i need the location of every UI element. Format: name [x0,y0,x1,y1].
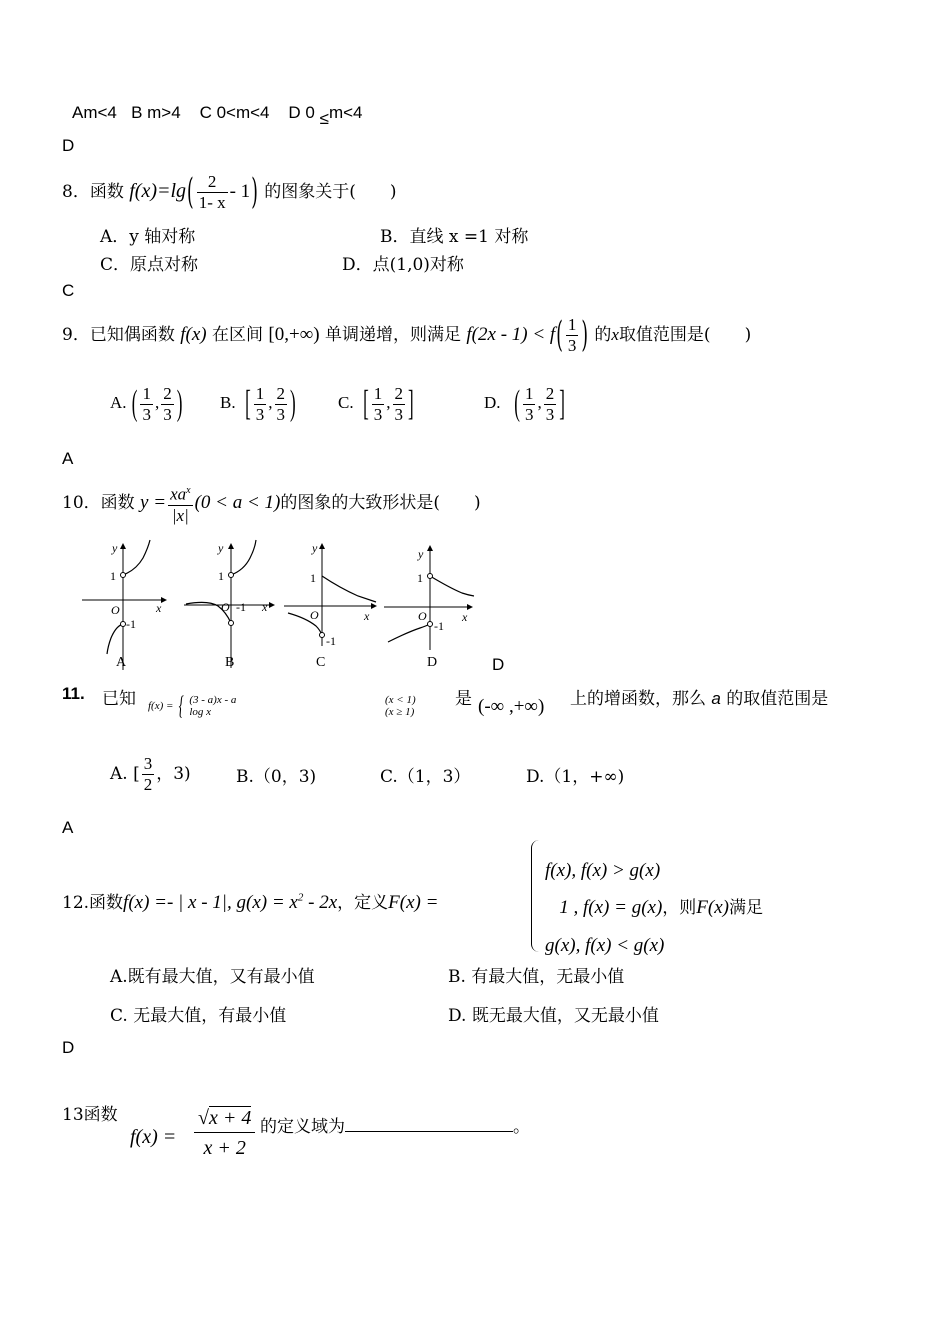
q7-option-d-tail: m<4 [328,103,363,122]
q9-option-d: D. ( $\frac{1}{3}$ , $\frac{2}{3}$ ] [484,380,566,427]
q12-F-eq: F(x) = [388,892,439,913]
q11-cond2: (x ≥ 1) [385,706,415,718]
q9-fraction [566,315,579,356]
q8-option-d: D．点(1,0)对称 [342,255,464,275]
graph-b [184,540,274,670]
q13-fraction [194,1104,255,1163]
q9-opt-c-frac1 [372,384,385,425]
q8-fx: f(x)=lg [129,180,187,202]
q8-frac-den: 1- x [198,193,226,212]
q9-opt-b-n2: 2 [276,383,286,403]
q8-fraction [197,172,228,213]
q11-opt-a-prefix: A. [ [110,764,140,784]
q11-fx: f(x) = [148,700,174,712]
q12-fg-def [123,892,337,913]
graph-b-x-label: x [262,600,268,614]
q9-opt-d-d1: 3 [524,404,534,424]
q11-opt-a-num: 3 [143,754,153,773]
q12-cases [545,852,763,964]
q12-answer: D [62,1038,75,1057]
q13-frac-num: x + 4 [208,1107,252,1129]
q10-stem [62,480,481,526]
q10-frac-den: |x| [171,505,189,525]
q9-opt-d-n1: 1 [524,383,534,403]
q9-opt-b-frac1 [254,384,267,425]
q9-opt-a-rparen: ) [176,383,183,423]
q10-prefix: 10．函数 [62,493,135,513]
q9-stem [62,312,751,359]
q12-brace [531,840,542,952]
q11-cases [189,694,236,718]
q9-opt-d-frac2 [544,384,557,425]
graph-c-label: C [316,655,326,670]
graph-d-y-label: y [418,547,424,561]
q13-suffix: 的定义域为 [260,1117,345,1137]
q8-option-b: B．直线 x =1 对称 [380,227,529,247]
q8-suffix: 的图象关于( ) [264,182,397,202]
q12-stem [62,888,438,914]
q11-suffix-a: 上的增函数，那么 [570,689,706,709]
q9-option-c: C. [ $\frac{1}{3}$ , $\frac{2}{3}$ ] [338,380,415,427]
graph-b-origin: O [221,600,230,614]
q9-inequality: f(2x - 1) < f [466,324,556,345]
q9-rparen: ) [581,314,588,357]
q12-g-tail: - 2x [303,892,338,913]
q12-prefix: 12.函数 [62,893,124,913]
q9-opt-d-lparen: ( [514,383,520,423]
q11-suffix-b: 的取值范围是 [726,689,829,709]
graph-d-origin: O [418,609,427,623]
q9-mid2: 单调递增，则满足 [325,325,461,345]
q11-option-b: B.（0，3) [236,767,317,787]
graph-a-open-point-bottom [121,622,126,627]
q8-left-paren: ( [187,171,194,214]
q7-options [72,103,363,128]
graph-b-open-point-top [229,573,234,578]
q13-frac-den: x + 2 [203,1137,246,1159]
q9-opt-a-lparen: ( [131,383,138,423]
q9-interval: [0,+∞) [268,324,320,345]
q12-case3: g(x), f(x) < g(x) [545,935,665,956]
graph-c-origin: O [310,608,319,622]
q11-opt-a-suffix: ，3) [156,764,191,784]
q12-define: ，定义 [337,893,389,913]
q12-satisfy: 满足 [728,898,763,918]
q11-opt-a-den: 2 [143,775,153,794]
graph-d-tick-neg1: -1 [434,619,444,633]
graph-b-tick-neg1: -1 [236,600,246,614]
q11-option-c: C.（1，3） [380,767,471,787]
q9-opt-b-frac2 [275,384,288,425]
q11-known: 已知 [102,689,136,709]
graph-d-x-label: x [462,610,468,624]
q9-opt-c-frac2 [393,384,406,425]
q11-cond1: (x < 1) [385,694,416,706]
q13-frac-num-row [194,1104,255,1133]
q8-option-c: C．原点对称 [100,255,199,275]
q11-domain: (-∞ ,+∞) [478,696,545,717]
q9-opt-b-d1: 3 [255,404,265,424]
q8-option-a: A．y 轴对称 [100,227,196,247]
q9-opt-b-rparen: ) [290,383,296,423]
graph-d-tick-1: 1 [417,571,423,585]
graph-a-origin: O [111,603,120,617]
q10-y-eq: y = [140,492,167,513]
q9-frac-num: 1 [567,315,577,334]
q9-opt-b-n1: 1 [255,383,265,403]
q11-option-a [110,752,191,796]
graph-b-tick-1: 1 [218,569,224,583]
q11-case2: log x [189,706,212,718]
q11-mid: 是 [455,689,472,709]
q12-Fx: F(x) [696,897,729,918]
q9-lparen: ( [556,314,563,357]
q9-opt-c-d2: 3 [394,404,404,424]
q13-end-mark: 。 [513,1117,530,1137]
q10-fraction [168,481,193,526]
q11-stem-rest [455,684,472,709]
graph-b-label: B [225,655,235,670]
q10-graphs [78,538,558,678]
q12-square: 2 [297,891,304,904]
q13-fx: f(x) = [130,1126,177,1148]
q9-opt-a-frac2 [161,384,174,425]
q9-opt-b-lparen: [ [245,383,251,423]
q10-condition: (0 < a < 1) [194,492,281,513]
q13-answer-blank[interactable] [345,1113,513,1132]
q11-brace: { [178,691,184,720]
q12-case2: 1 , f(x) = g(x) [559,897,663,918]
graph-b-curve-upper [231,540,256,575]
graph-d [384,546,474,670]
graph-c-curve-upper [322,576,376,602]
q7-option-b: B m>4 [131,103,181,122]
q9-opt-c-n1: 1 [373,383,383,403]
graph-c-tick-neg1: -1 [326,634,336,648]
q10-xa: xa [170,484,187,504]
q12-f-def: f(x) =- | x - 1|, g(x) = x [123,892,298,913]
q13-sqrt-icon: √ [198,1107,209,1129]
graph-a-curve-upper [123,540,150,575]
q10-exp: x [186,485,191,497]
q9-x-var: x [611,325,619,344]
graph-a-y-label: y [112,541,118,555]
q11-number: 11. [62,684,85,703]
q9-mid1: 在区间 [212,325,264,345]
q9-option-a: A. ( $\frac{1}{3}$ , $\frac{2}{3}$ ) [110,380,183,427]
q12-case1: f(x), f(x) > g(x) [545,860,661,881]
q7-option-d: D 0 [288,103,315,122]
graph-d-open-point-bottom [428,622,433,627]
graph-b-y-label: y [218,541,224,555]
graph-a-x-label: x [156,601,162,615]
q9-opt-a-n2: 2 [163,383,172,403]
q9-opt-a-letter: A. [110,393,127,412]
q9-opt-d-n2: 2 [545,383,555,403]
graph-c-x-label: x [364,609,370,623]
q13-prefix: 13函数 [62,1105,118,1125]
q11-answer: A [62,818,74,837]
q12-case2-row [545,889,763,927]
q9-opt-b-d2: 3 [276,404,286,424]
graph-c-y-label: y [312,541,318,555]
graph-a-tick-neg1: -1 [126,617,136,631]
q9-opt-d-letter: D. [484,393,501,412]
q9-opt-c-rparen: ] [408,383,414,423]
q12-option-d: D. 既无最大值，又无最小值 [448,1006,659,1026]
graph-d-open-point-top [428,574,433,579]
q11-a-var: a [711,689,721,708]
q11-case1: (3 - a)x - a [189,694,237,706]
q9-opt-a-d2: 3 [163,404,172,424]
q8-minus-one: - 1 [229,181,251,202]
graph-c [284,541,376,670]
graph-a-label: A [116,655,127,670]
graph-b-open-point-bottom [229,621,234,626]
q8-answer: C [62,281,75,300]
q8-stem [62,168,397,216]
q7-option-a: Am<4 [72,103,117,122]
q9-opt-c-letter: C. [338,393,354,412]
q12-option-c: C. 无最大值，有最小值 [110,1006,287,1026]
q9-mid3: 的 [594,325,612,345]
q9-prefix: 9．已知偶函数 [62,325,175,345]
graph-a-curve-lower [107,624,123,654]
q11-option-d: D.（1，+∞) [526,767,625,787]
q9-opt-a-n1: 1 [142,383,151,403]
q11-piecewise [148,691,237,720]
q7-le-symbol: ≤ [319,109,329,128]
graph-a-tick-1: 1 [110,569,116,583]
q11-opt-a-frac [142,754,155,795]
graph-d-curve-lower [388,624,430,642]
q8-prefix: 8．函数 [62,182,124,202]
q8-frac-num: 2 [197,172,228,193]
q9-opt-c-lparen: [ [363,383,369,423]
q8-right-paren: ) [251,171,258,214]
graph-c-tick-1: 1 [310,571,316,585]
q9-opt-c-d1: 3 [373,404,383,424]
q11-stem-suffix [570,684,828,709]
graph-d-curve-upper [430,576,474,596]
q10-frac-num [168,481,193,506]
q9-opt-d-frac1 [523,384,536,425]
q12-then: ，则 [662,898,697,918]
q13-suffix-row [260,1112,530,1137]
q9-opt-a-d1: 3 [142,404,151,424]
q7-answer: D [62,136,75,155]
graph-a-open-point-top [121,573,126,578]
graph-d-label: D [427,655,438,670]
q12-option-a: A.既有最大值，又有最小值 [110,967,315,987]
q12-option-b: B. 有最大值，无最小值 [448,967,625,987]
q11-conditions [385,694,416,718]
q9-opt-d-rparen: ] [559,383,565,423]
graph-c-open-point-bottom [320,633,325,638]
q9-frac-den: 3 [567,336,577,355]
q9-answer: A [62,449,74,468]
q10-suffix: 的图象的大致形状是( ) [280,493,481,513]
q9-fx: f(x) [180,324,207,345]
q7-option-c: C 0<m<4 [199,103,270,122]
graph-a [82,540,166,670]
q13-stem [62,1100,118,1130]
q9-suffix: 取值范围是( ) [618,325,752,345]
q9-opt-c-n2: 2 [394,383,404,403]
q10-answer: D [492,655,505,674]
q9-opt-d-d2: 3 [545,404,555,424]
q9-option-b: B. [ $\frac{1}{3}$ , $\frac{2}{3}$ ) [220,380,297,427]
q9-opt-a-frac1 [140,384,153,425]
q9-opt-b-letter: B. [220,393,236,412]
